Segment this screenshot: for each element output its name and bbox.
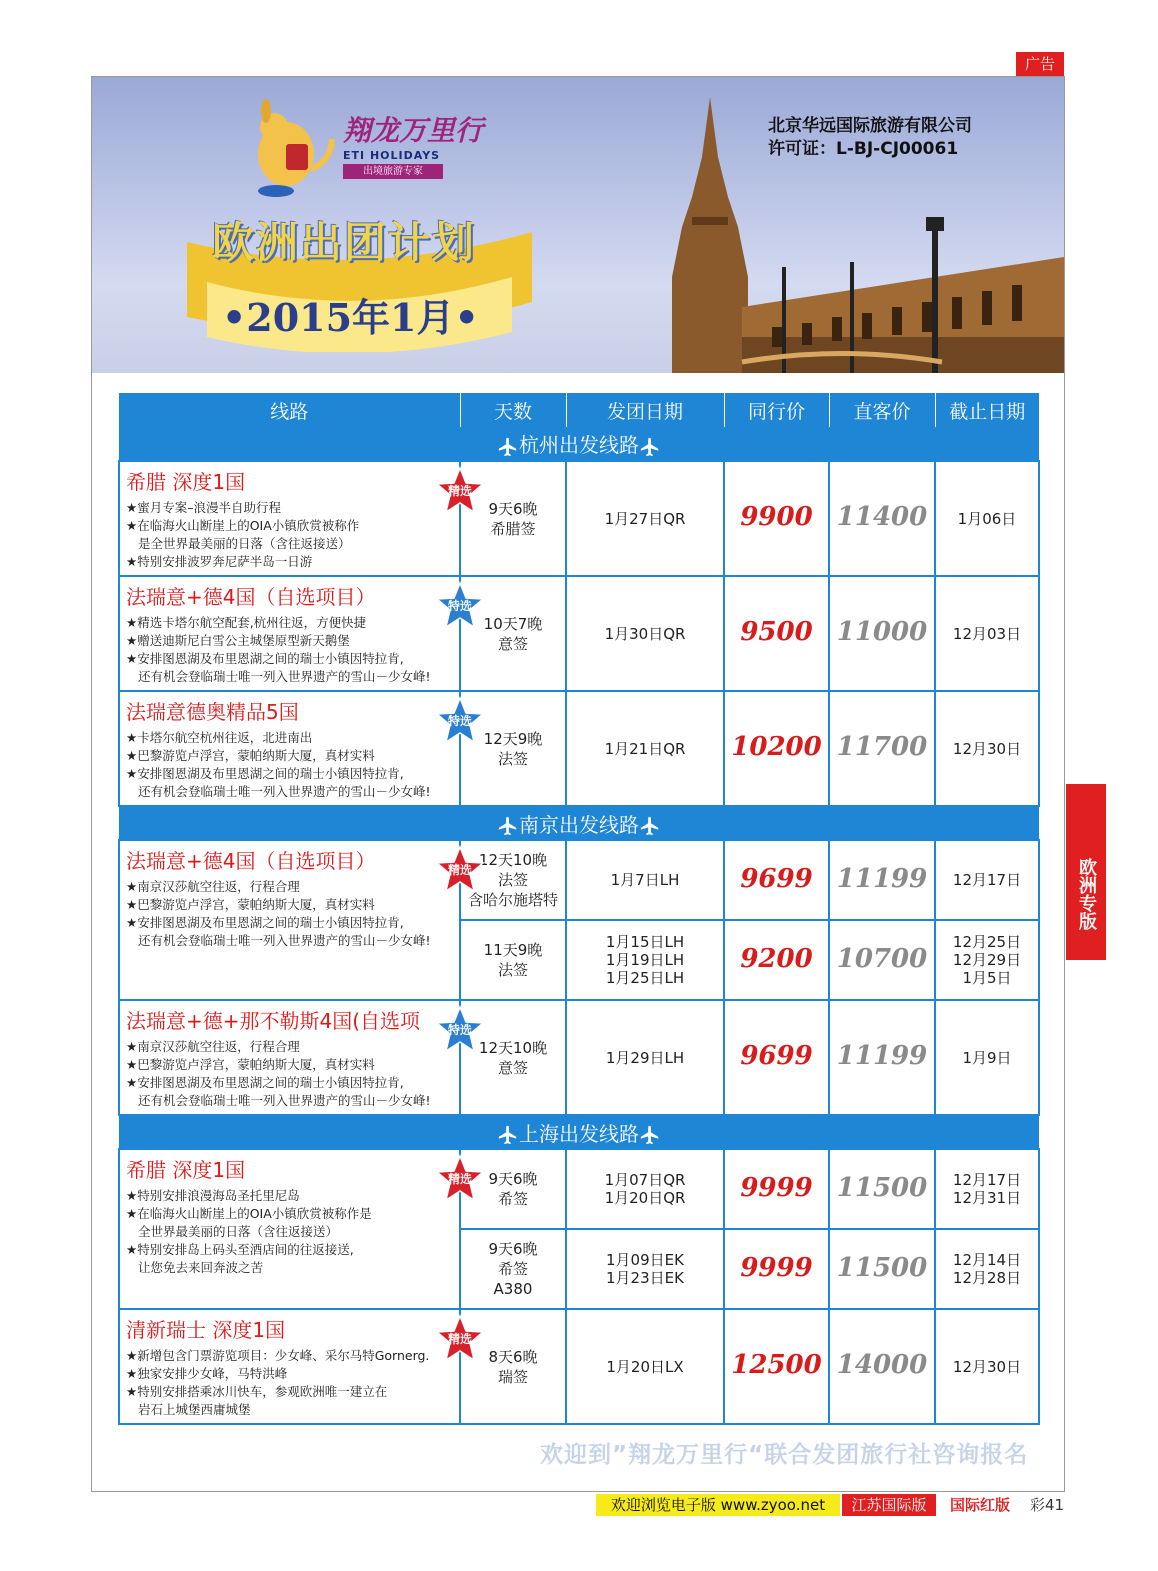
route-feature: ★安排图恩湖及布里恩湖之间的瑞士小镇因特拉肯, xyxy=(126,766,404,781)
deadline-value: 1月06日 xyxy=(957,509,1017,528)
header-days: 天数 xyxy=(460,393,566,427)
route-name: 法瑞意+德+那不勒斯4国(自选项 xyxy=(126,1009,421,1033)
deadline-value: 12月17日 12月31日 xyxy=(952,1171,1022,1207)
trade-price-value: 9200 xyxy=(740,943,813,974)
date-value: 1月09日EK 1月23日EK xyxy=(606,1251,684,1287)
route-feature: 还有机会登临瑞士唯一列入世界遗产的雪山－少女峰! xyxy=(138,1093,431,1108)
table-header-row xyxy=(119,393,1039,427)
retail-price-value: 11000 xyxy=(836,617,928,647)
route-feature: 岩石上城堡西庸城堡 xyxy=(138,1402,251,1417)
section-row xyxy=(119,1115,1039,1149)
deadline-value: 1月9日 xyxy=(962,1048,1012,1067)
trade-price-cell xyxy=(724,461,829,576)
deadline-cell xyxy=(935,461,1039,576)
banner-date: •2015年1月• xyxy=(222,295,479,340)
route-feature: ★特别安排波罗奔尼萨半岛一日游 xyxy=(126,554,313,569)
days-cell xyxy=(460,920,566,1000)
badge-label: 精选 xyxy=(447,1172,472,1186)
deadline-value: 12月25日 12月29日 1月5日 xyxy=(952,933,1022,987)
header-date: 发团日期 xyxy=(566,393,724,427)
route-cell xyxy=(119,691,472,806)
retail-price-value: 11500 xyxy=(836,1252,928,1283)
date-cell xyxy=(566,691,724,806)
trade-price-cell xyxy=(724,1149,829,1229)
route-name: 清新瑞士 深度1国 xyxy=(126,1318,286,1342)
deadline-value: 12月14日 12月28日 xyxy=(952,1251,1022,1287)
days-visa: 意签 xyxy=(497,1058,528,1077)
days-extra: A380 xyxy=(493,1280,533,1298)
route-feature: 还有机会登临瑞士唯一列入世界遗产的雪山－少女峰! xyxy=(138,933,431,948)
date-value: 1月21日QR xyxy=(604,739,686,758)
trade-price-value: 9699 xyxy=(740,863,813,894)
route-feature: ★南京汉莎航空往返，行程合理 xyxy=(126,1039,300,1054)
date-cell xyxy=(566,920,724,1000)
logo-name: 翔龙万里行 xyxy=(343,114,484,147)
days-visa: 希签 xyxy=(497,1260,528,1278)
trade-price-value: 9500 xyxy=(740,617,813,647)
deadline-value: 12月03日 xyxy=(952,624,1022,643)
days-visa: 法签 xyxy=(497,871,528,889)
retail-price-cell xyxy=(829,691,935,806)
days-days: 9天6晚 xyxy=(488,1240,538,1258)
days-visa: 意签 xyxy=(497,634,528,653)
table-row xyxy=(119,461,1039,576)
days-visa: 希签 xyxy=(497,1190,528,1208)
badge-label: 精选 xyxy=(447,1332,472,1346)
route-feature: 还有机会登临瑞士唯一列入世界遗产的雪山－少女峰! xyxy=(138,669,431,684)
date-value: 1月15日LH 1月19日LH 1月25日LH xyxy=(605,933,685,987)
route-feature: ★安排图恩湖及布里恩湖之间的瑞士小镇因特拉肯, xyxy=(126,651,404,666)
route-feature: ★卡塔尔航空杭州往返，北进南出 xyxy=(126,730,313,745)
badge-label: 精选 xyxy=(447,863,472,877)
airplane-icon xyxy=(497,1124,519,1146)
days-days: 10天7晚 xyxy=(483,614,543,633)
days-visa: 瑞签 xyxy=(497,1367,528,1386)
badge-star-icon xyxy=(435,1154,485,1202)
footer-site: 欢迎浏览电子版 www.zyoo.net xyxy=(596,1494,840,1516)
section-label: 杭州出发线路 xyxy=(519,433,639,457)
days-days: 12天9晚 xyxy=(483,729,543,748)
route-feature: ★赠送迪斯尼白雪公主城堡原型新天鹅堡 xyxy=(126,633,350,648)
route-feature: ★安排图恩湖及布里恩湖之间的瑞士小镇因特拉肯, xyxy=(126,915,404,930)
trade-price-cell xyxy=(724,840,829,920)
banner-title: 欧洲出团计划 xyxy=(212,218,477,267)
route-feature: ★在临海火山断崖上的OIA小镇欣赏被称作 xyxy=(126,518,360,533)
deadline-value: 12月30日 xyxy=(952,1357,1022,1376)
date-value: 1月27日QR xyxy=(604,509,686,528)
trade-price-cell xyxy=(724,1000,829,1115)
retail-price-value: 11700 xyxy=(836,732,928,762)
retail-price-cell xyxy=(829,1309,935,1424)
route-name: 法瑞意德奥精品5国 xyxy=(126,700,299,724)
banner xyxy=(92,77,1064,373)
route-feature: ★特别安排浪漫海岛圣托里尼岛 xyxy=(126,1188,300,1203)
company-name: 北京华远国际旅游有限公司 xyxy=(768,116,972,136)
days-days: 9天6晚 xyxy=(488,1170,538,1188)
table-row xyxy=(119,1000,1039,1115)
airplane-icon xyxy=(639,1124,661,1146)
trade-price-value: 9999 xyxy=(740,1252,813,1283)
badge-star-icon xyxy=(435,1005,485,1053)
airplane-icon xyxy=(639,815,661,837)
section-title xyxy=(119,806,1039,840)
section-title xyxy=(119,427,1039,461)
route-feature: 让您免去来回奔波之苦 xyxy=(138,1260,264,1275)
table-row xyxy=(119,1149,1039,1229)
table-row xyxy=(119,840,1039,920)
date-value: 1月7日LH xyxy=(610,871,680,889)
badge-label: 精选 xyxy=(447,484,472,498)
trade-price-value: 9999 xyxy=(740,1172,813,1203)
license-number: 许可证：L-BJ-CJ00061 xyxy=(768,139,959,159)
badge-star-icon xyxy=(435,581,485,629)
table-row xyxy=(119,691,1039,806)
header-retail-price: 直客价 xyxy=(829,393,935,427)
route-feature: ★巴黎游览卢浮宫，蒙帕纳斯大厦，真材实料 xyxy=(126,748,375,763)
route-cell xyxy=(119,1149,472,1309)
badge-star-icon xyxy=(435,466,485,514)
route-feature: ★巴黎游览卢浮宫，蒙帕纳斯大厦，真材实料 xyxy=(126,897,375,912)
header-trade-price: 同行价 xyxy=(724,393,829,427)
route-cell xyxy=(119,1000,472,1115)
logo-tagline: 出境旅游专家 xyxy=(343,164,443,179)
retail-price-cell xyxy=(829,1229,935,1309)
airplane-icon xyxy=(497,436,519,458)
company-info xyxy=(768,115,972,161)
section-title xyxy=(119,1115,1039,1149)
section-label: 南京出发线路 xyxy=(519,812,639,837)
section-row xyxy=(119,427,1039,461)
days-days: 12天10晚 xyxy=(478,1038,548,1057)
welcome-text: 欢迎到”翔龙万里行“联合发团旅行社咨询报名 xyxy=(540,1442,1029,1468)
deadline-cell xyxy=(935,840,1039,920)
days-visa: 希腊签 xyxy=(490,519,536,538)
date-value: 1月07日QR 1月20日QR xyxy=(604,1171,686,1207)
days-days: 8天6晚 xyxy=(488,1347,538,1366)
deadline-cell xyxy=(935,1309,1039,1424)
footer-page: 彩41 xyxy=(1030,1496,1065,1514)
badge-label: 特选 xyxy=(447,1023,472,1037)
route-name: 希腊 深度1国 xyxy=(126,1158,246,1182)
days-cell xyxy=(460,1229,566,1309)
route-feature: ★特别安排岛上码头至酒店间的往返接送, xyxy=(126,1242,354,1257)
route-feature: ★蜜月专案–浪漫半自助行程 xyxy=(126,500,281,515)
date-cell xyxy=(566,840,724,920)
date-cell xyxy=(566,1149,724,1229)
deadline-cell xyxy=(935,576,1039,691)
days-visa: 法签 xyxy=(497,961,528,979)
deadline-cell xyxy=(935,1149,1039,1229)
days-visa: 法签 xyxy=(497,749,528,768)
retail-price-value: 11500 xyxy=(836,1172,928,1203)
days-days: 9天6晚 xyxy=(488,499,538,518)
route-name: 希腊 深度1国 xyxy=(126,470,246,494)
airplane-icon xyxy=(639,436,661,458)
route-feature: ★在临海火山断崖上的OIA小镇欣赏被称作是 xyxy=(126,1206,372,1221)
deadline-cell xyxy=(935,1000,1039,1115)
header-route: 线路 xyxy=(119,393,460,427)
retail-price-cell xyxy=(829,920,935,1000)
table-row xyxy=(119,1309,1039,1424)
route-cell xyxy=(119,1309,472,1424)
days-days: 11天9晚 xyxy=(483,941,543,959)
route-feature: 是全世界最美丽的日落（含往返接送） xyxy=(138,536,351,551)
retail-price-value: 10700 xyxy=(836,943,928,974)
retail-price-cell xyxy=(829,461,935,576)
trade-price-cell xyxy=(724,576,829,691)
route-feature: ★精选卡塔尔航空配套,杭州往返，方便快捷 xyxy=(126,615,367,630)
route-feature: ★安排图恩湖及布里恩湖之间的瑞士小镇因特拉肯, xyxy=(126,1075,404,1090)
route-feature: ★巴黎游览卢浮宫，蒙帕纳斯大厦，真材实料 xyxy=(126,1057,375,1072)
deadline-cell xyxy=(935,691,1039,806)
deadline-value: 12月17日 xyxy=(952,871,1022,889)
table-row xyxy=(119,576,1039,691)
trade-price-value: 9900 xyxy=(740,502,813,532)
date-cell xyxy=(566,1000,724,1115)
badge-label: 特选 xyxy=(447,714,472,728)
badge-star-icon xyxy=(435,696,485,744)
footer-brand: 国际红版 xyxy=(950,1496,1011,1514)
route-cell xyxy=(119,576,472,691)
logo-english: ETI HOLIDAYS xyxy=(343,149,441,162)
trade-price-cell xyxy=(724,920,829,1000)
retail-price-cell xyxy=(829,1000,935,1115)
retail-price-value: 11199 xyxy=(836,863,928,894)
trade-price-value: 9699 xyxy=(740,1041,813,1071)
ad-label: 广告 xyxy=(1016,52,1064,76)
kangaroo-mascot-icon xyxy=(236,99,336,199)
section-label: 上海出发线路 xyxy=(519,1121,639,1146)
route-feature: 全世界最美丽的日落（含往返接送） xyxy=(138,1224,339,1239)
trade-price-cell xyxy=(724,691,829,806)
retail-price-value: 14000 xyxy=(836,1350,928,1380)
date-cell xyxy=(566,576,724,691)
deadline-value: 12月30日 xyxy=(952,739,1022,758)
date-value: 1月29日LH xyxy=(605,1048,685,1067)
route-table xyxy=(118,393,1040,1425)
trade-price-value: 12500 xyxy=(731,1350,822,1380)
date-value: 1月30日QR xyxy=(604,624,686,643)
days-extra: 含哈尔施塔特 xyxy=(467,891,558,909)
route-feature: ★特别安排搭乘冰川快车，参观欧洲唯一建立在 xyxy=(126,1384,388,1399)
retail-price-cell xyxy=(829,576,935,691)
date-cell xyxy=(566,1229,724,1309)
route-feature: ★独家安排少女峰，马特洪峰 xyxy=(126,1366,288,1381)
trade-price-value: 10200 xyxy=(731,732,822,762)
route-name: 法瑞意+德4国（自选项目） xyxy=(126,849,376,873)
retail-price-cell xyxy=(829,1149,935,1229)
route-cell xyxy=(119,840,472,1000)
badge-star-icon xyxy=(435,1314,485,1362)
footer-edition: 江苏国际版 xyxy=(842,1494,936,1516)
date-value: 1月20日LX xyxy=(606,1357,684,1376)
deadline-cell xyxy=(935,920,1039,1000)
trade-price-cell xyxy=(724,1229,829,1309)
header-deadline: 截止日期 xyxy=(935,393,1039,427)
route-feature: 还有机会登临瑞士唯一列入世界遗产的雪山－少女峰! xyxy=(138,784,431,799)
deadline-cell xyxy=(935,1229,1039,1309)
airplane-icon xyxy=(497,815,519,837)
retail-price-value: 11400 xyxy=(836,502,928,532)
route-name: 法瑞意+德4国（自选项目） xyxy=(126,585,376,609)
trade-price-cell xyxy=(724,1309,829,1424)
date-cell xyxy=(566,461,724,576)
date-cell xyxy=(566,1309,724,1424)
side-tab: 欧洲专版 xyxy=(1066,784,1106,960)
route-feature: ★南京汉莎航空往返，行程合理 xyxy=(126,879,300,894)
badge-label: 特选 xyxy=(447,599,472,613)
retail-price-value: 11199 xyxy=(836,1041,928,1071)
badge-star-icon xyxy=(435,845,485,893)
route-feature: ★新增包含门票游览项目：少女峰、采尔马特Gornerg. xyxy=(126,1348,430,1363)
route-cell xyxy=(119,461,472,576)
retail-price-cell xyxy=(829,840,935,920)
days-days: 12天10晚 xyxy=(478,851,548,869)
section-row xyxy=(119,806,1039,840)
